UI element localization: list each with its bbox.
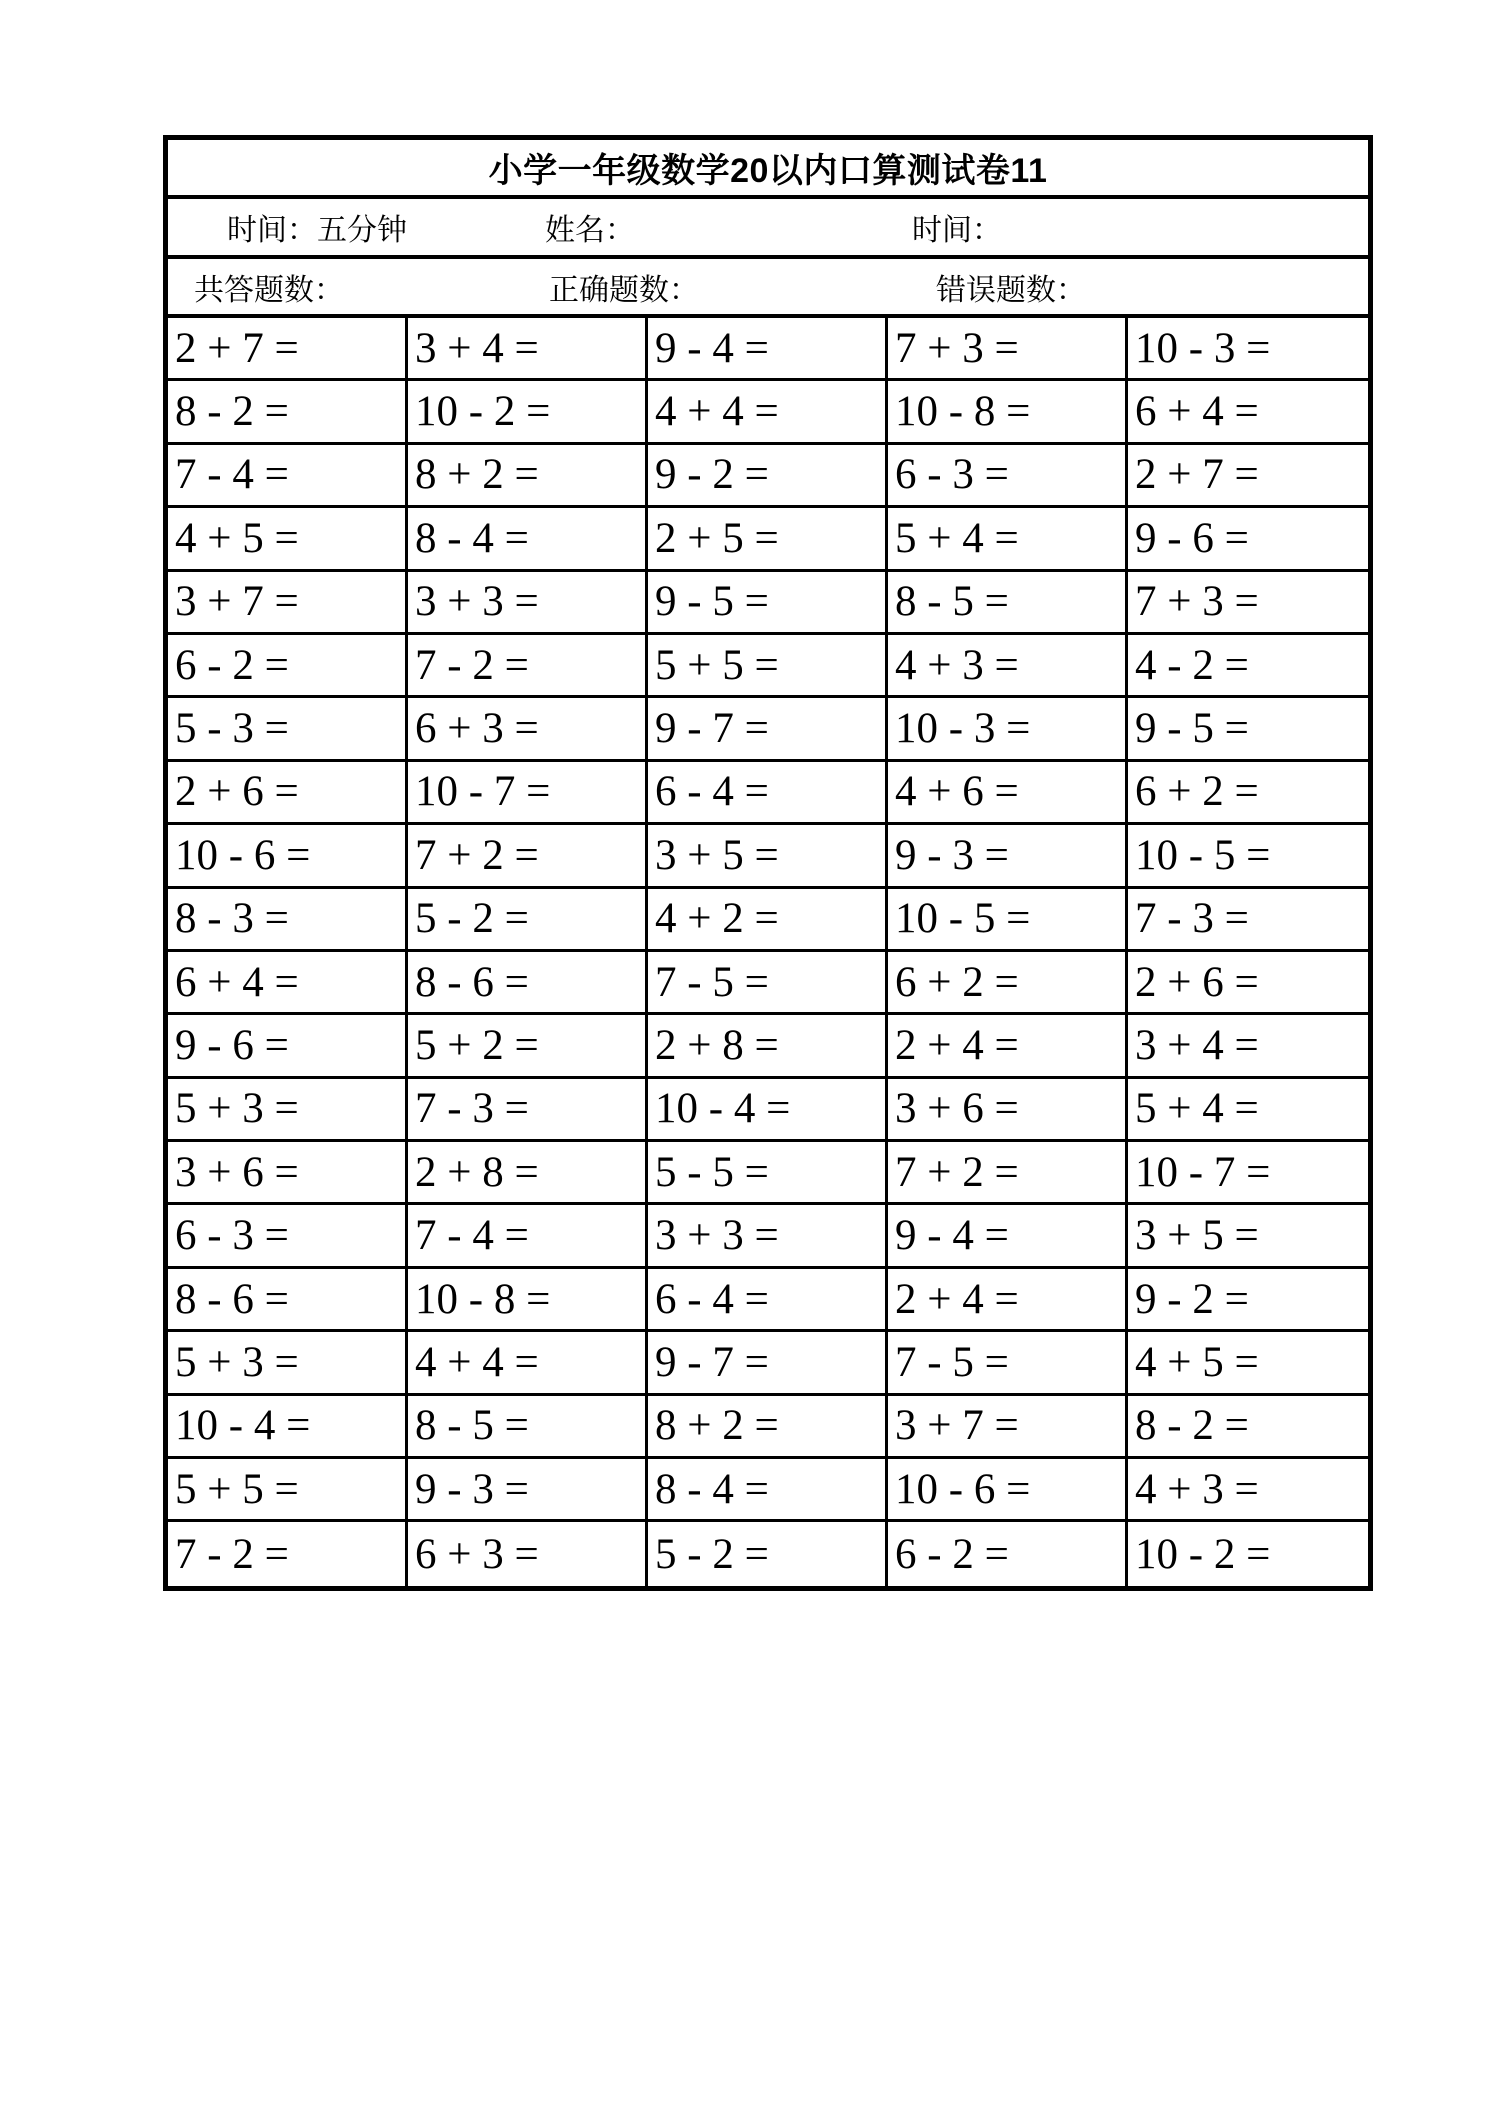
problem-cell: 10 - 6 = [888,1459,1128,1522]
problem-cell: 4 + 4 = [408,1332,648,1395]
total-answered-label: 共答题数： [194,273,344,307]
problem-cell: 7 - 5 = [648,952,888,1015]
problem-cell: 5 - 2 = [408,889,648,952]
problem-cell: 5 - 3 = [168,698,408,761]
problem-cell: 5 + 3 = [168,1079,408,1142]
name-label: 姓名： [545,214,635,247]
problem-cell: 3 + 3 = [408,572,648,635]
problem-cell: 10 - 3 = [1128,318,1368,381]
problem-cell: 7 + 2 = [408,825,648,888]
problem-cell: 8 - 3 = [168,889,408,952]
problem-cell: 8 - 2 = [1128,1396,1368,1459]
problem-cell: 4 + 5 = [168,508,408,571]
problem-cell: 3 + 6 = [888,1079,1128,1142]
problem-cell: 3 + 7 = [168,572,408,635]
problem-cell: 2 + 6 = [168,762,408,825]
problem-cell: 8 + 2 = [408,445,648,508]
problem-cell: 5 - 5 = [648,1142,888,1205]
info-row-1 [168,199,1368,259]
problem-cell: 7 + 2 = [888,1142,1128,1205]
problem-cell: 4 + 4 = [648,381,888,444]
problem-cell: 9 - 4 = [648,318,888,381]
worksheet-title: 小学一年级数学20以内口算测试卷11 [488,152,1048,190]
problem-cell: 2 + 5 = [648,508,888,571]
problem-cell: 5 + 4 = [1128,1079,1368,1142]
problem-cell: 10 - 4 = [648,1079,888,1142]
problem-cell: 10 - 8 = [408,1269,648,1332]
problem-cell: 4 + 3 = [888,635,1128,698]
problem-cell: 6 - 3 = [168,1205,408,1268]
problem-cell: 6 - 4 = [648,1269,888,1332]
problem-cell: 5 - 2 = [648,1522,888,1585]
problem-cell: 6 - 4 = [648,762,888,825]
problem-cell: 10 - 8 = [888,381,1128,444]
problem-cell: 6 + 2 = [888,952,1128,1015]
problem-cell: 10 - 2 = [1135,1530,1271,1578]
problem-cell: 3 + 5 = [648,825,888,888]
problem-cell: 9 - 3 = [408,1459,648,1522]
problem-cell: 8 - 5 = [888,572,1128,635]
problem-cell: 9 - 6 = [168,1015,408,1078]
problem-cell: 4 + 6 = [888,762,1128,825]
problem-cell: 9 - 3 = [888,825,1128,888]
problem-cell: 7 - 2 = [408,635,648,698]
problem-cell: 7 + 3 = [888,318,1128,381]
problem-cell: 10 - 4 = [168,1396,408,1459]
problem-cell: 8 - 4 = [408,508,648,571]
problem-cell: 6 + 3 = [408,698,648,761]
problem-cell: 6 + 2 = [1128,762,1368,825]
problem-cell: 3 + 5 = [1128,1205,1368,1268]
problem-cell: 8 - 2 = [168,381,408,444]
problem-cell: 2 + 7 = [168,318,408,381]
worksheet [163,135,1373,1591]
problem-cell: 7 - 4 = [168,445,408,508]
problem-cell: 7 - 3 = [408,1079,648,1142]
problem-cell: 7 - 5 = [888,1332,1128,1395]
problem-cell: 5 + 3 = [168,1332,408,1395]
problem-cell: 7 + 3 = [1128,572,1368,635]
problem-cell: 9 - 2 = [648,445,888,508]
problem-cell: 4 - 2 = [1128,635,1368,698]
problem-cell: 7 - 2 = [168,1522,408,1585]
problems-grid [168,318,1368,1586]
problem-cell: 3 + 3 = [648,1205,888,1268]
problem-cell: 2 + 4 = [888,1015,1128,1078]
problem-cell: 8 - 4 = [648,1459,888,1522]
problem-cell: 5 + 5 = [648,635,888,698]
problem-cell: 7 - 4 = [408,1205,648,1268]
problem-cell: 10 - 5 = [1128,825,1368,888]
problem-cell: 10 - 3 = [888,698,1128,761]
problem-cell: 10 - 2 = [408,381,648,444]
problem-cell: 3 + 6 = [168,1142,408,1205]
problem-cell: 5 + 4 = [888,508,1128,571]
problem-cell: 4 + 2 = [648,889,888,952]
wrong-count-label: 错误题数： [936,273,1086,307]
problem-cell: 2 + 8 = [408,1142,648,1205]
problem-cell: 9 - 4 = [888,1205,1128,1268]
problem-cell: 6 + 3 = [408,1522,648,1585]
problem-cell: 9 - 2 = [1128,1269,1368,1332]
correct-count-label: 正确题数： [549,273,699,307]
problem-cell: 9 - 7 = [648,698,888,761]
problem-cell: 10 - 7 = [408,762,648,825]
problem-cell: 10 - 6 = [168,825,408,888]
problem-cell: 6 - 3 = [888,445,1128,508]
problem-cell: 10 - 7 = [1128,1142,1368,1205]
time-used-label: 时间： [912,214,1002,247]
problem-cell: 8 - 6 = [408,952,648,1015]
problem-cell: 8 - 6 = [168,1269,408,1332]
problem-cell: 6 + 4 = [168,952,408,1015]
problem-cell: 3 + 4 = [408,318,648,381]
problem-cell: 4 + 3 = [1128,1459,1368,1522]
problem-cell: 8 + 2 = [648,1396,888,1459]
problem-cell: 3 + 4 = [1128,1015,1368,1078]
problem-cell: 5 + 5 = [168,1459,408,1522]
problem-cell: 5 + 2 = [408,1015,648,1078]
problem-cell: 9 - 6 = [1128,508,1368,571]
problem-cell: 6 - 2 = [168,635,408,698]
problem-cell: 4 + 5 = [1128,1332,1368,1395]
problem-cell: 6 + 4 = [1128,381,1368,444]
problem-cell: 2 + 8 = [648,1015,888,1078]
time-limit-label: 时间：五分钟 [227,214,407,247]
problem-cell: 9 - 7 = [648,1332,888,1395]
problem-cell: 9 - 5 = [648,572,888,635]
problem-cell: 2 + 7 = [1128,445,1368,508]
info-row-2 [168,259,1368,318]
problem-cell: 2 + 4 = [888,1269,1128,1332]
worksheet-title-row [168,140,1368,199]
problem-cell: 6 - 2 = [888,1522,1128,1585]
problem-cell: 10 - 5 = [888,889,1128,952]
problem-cell: 2 + 6 = [1128,952,1368,1015]
problem-cell: 3 + 7 = [888,1396,1128,1459]
problem-cell: 9 - 5 = [1128,698,1368,761]
problem-cell: 8 - 5 = [408,1396,648,1459]
problem-cell: 7 - 3 = [1128,889,1368,952]
